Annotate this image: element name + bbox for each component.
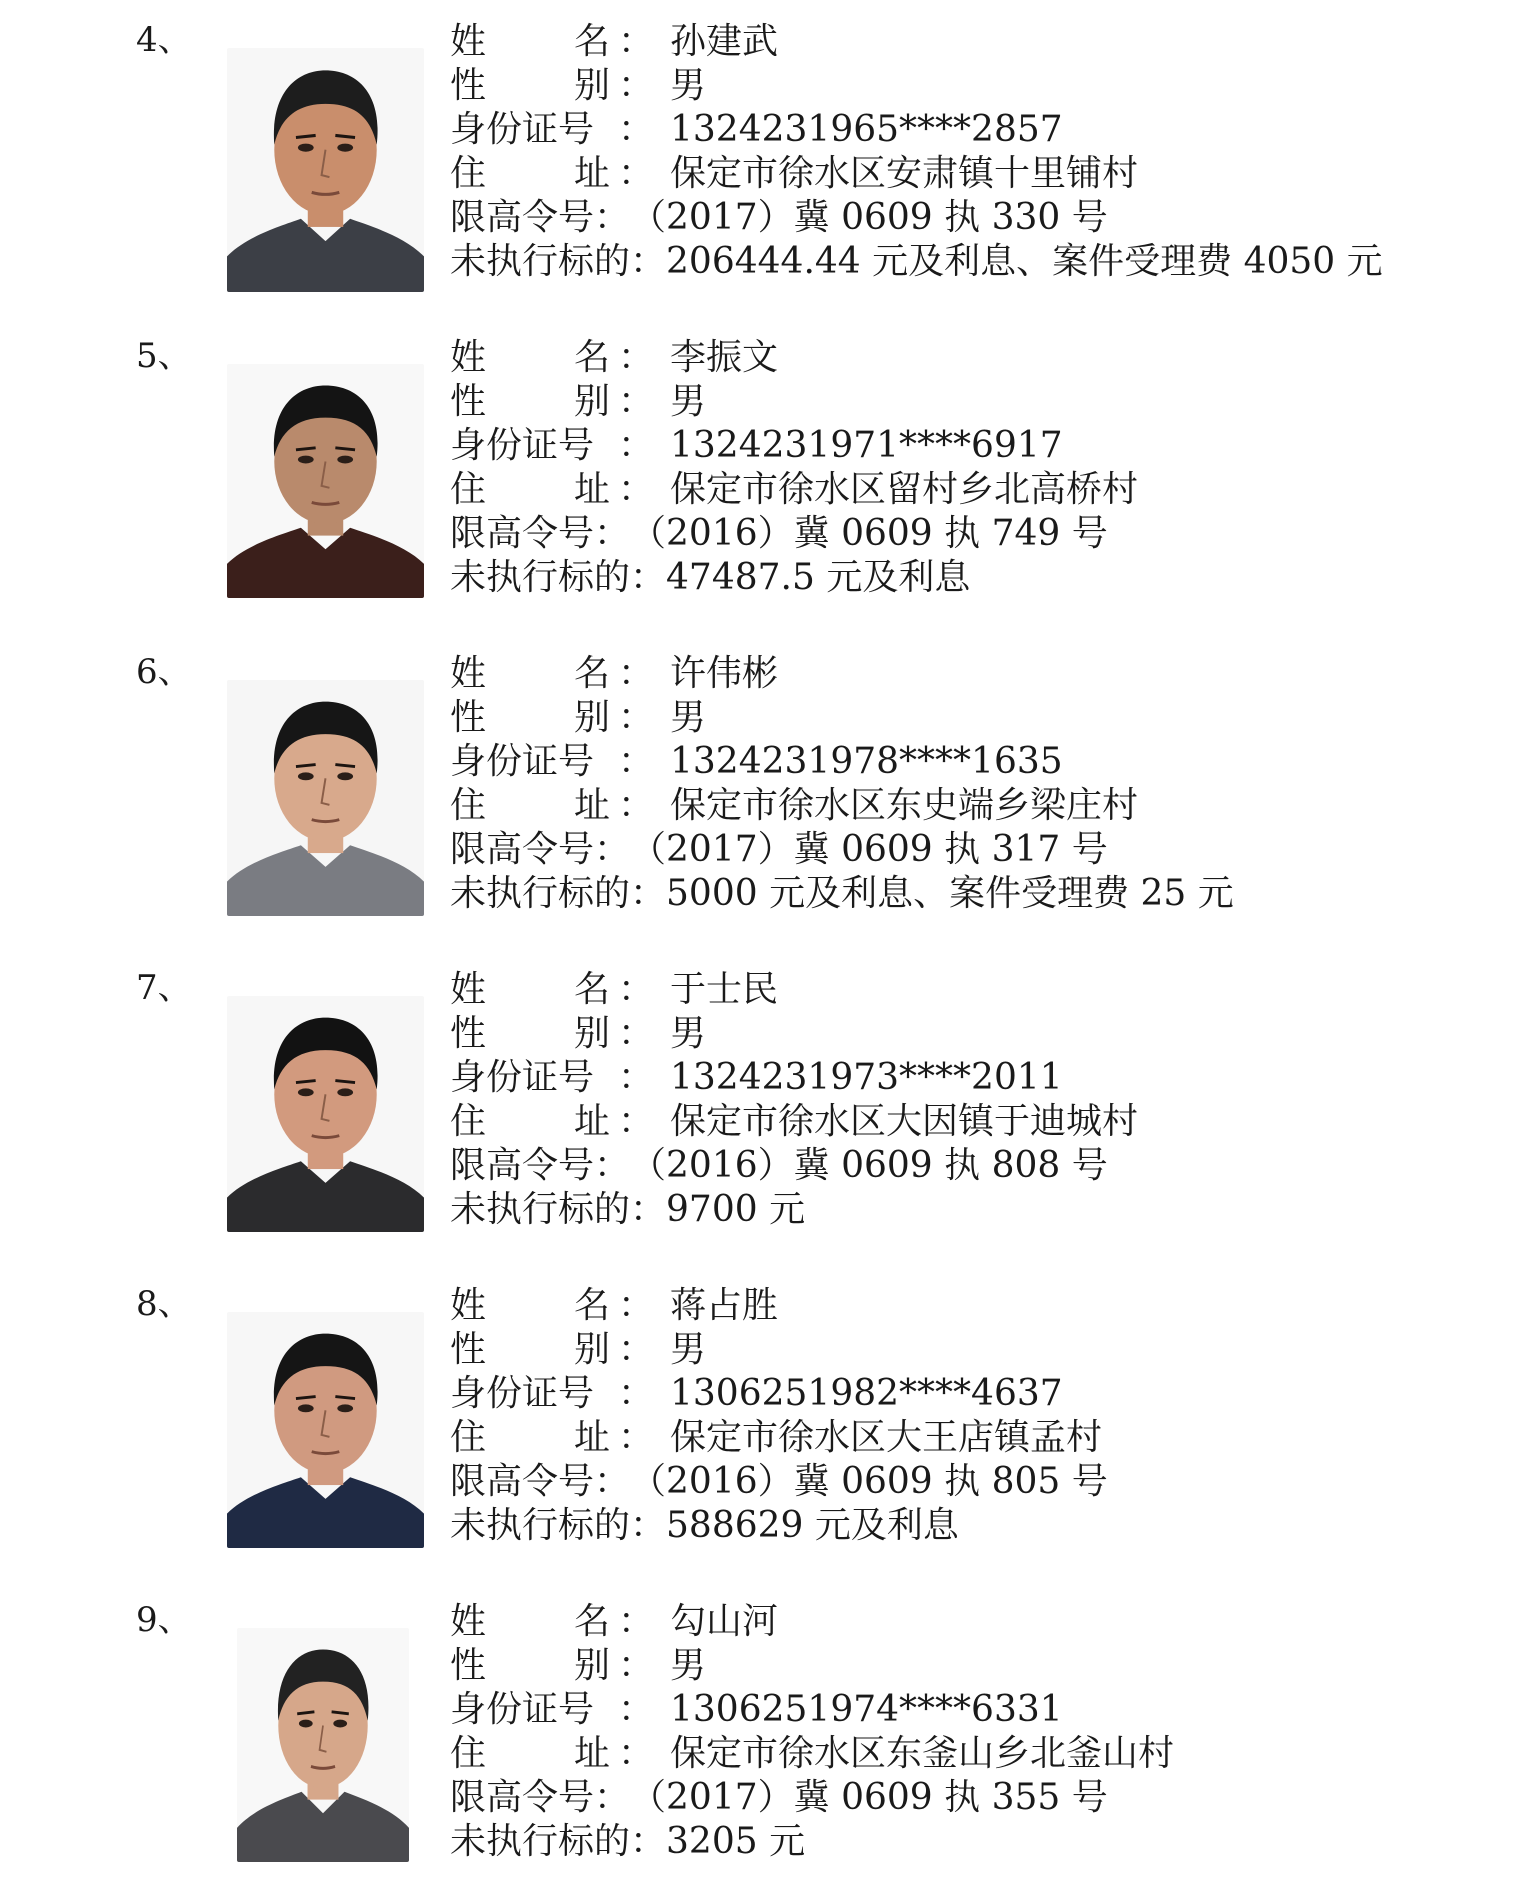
address-label: 住 址	[450, 1101, 610, 1142]
name-separator: ：	[617, 21, 654, 62]
address-row	[450, 468, 1138, 512]
order-row	[450, 512, 1138, 556]
gender-label: 性 别	[450, 1645, 610, 1686]
gender-separator: ：	[617, 65, 654, 106]
person-fields	[450, 652, 1234, 916]
gender-label: 性 别	[450, 1013, 610, 1054]
order-row	[450, 196, 1383, 240]
person-photo	[227, 364, 424, 598]
name-value: 许伟彬	[670, 653, 779, 694]
address-separator: ：	[617, 785, 654, 826]
order-value: （2016）冀 0609 执 808 号	[630, 1145, 1108, 1186]
order-row	[450, 1460, 1108, 1504]
id-value: 1306251974****6331	[670, 1689, 1063, 1730]
amount-label: 未执行标的：	[450, 1189, 667, 1230]
name-separator: ：	[617, 1285, 654, 1326]
gender-row	[450, 696, 1234, 740]
address-row	[450, 1732, 1174, 1776]
id-label: 身份证号	[450, 1057, 595, 1098]
amount-value: 47487.5 元及利息	[666, 557, 971, 598]
name-value: 李振文	[670, 337, 779, 378]
name-row	[450, 968, 1138, 1012]
id-separator: ：	[617, 1689, 654, 1730]
id-label: 身份证号	[450, 1689, 595, 1730]
address-label: 住 址	[450, 1417, 610, 1458]
person-fields	[450, 968, 1138, 1232]
id-row	[450, 1056, 1138, 1100]
amount-label: 未执行标的：	[450, 1821, 667, 1862]
gender-row	[450, 1644, 1174, 1688]
gender-separator: ：	[617, 697, 654, 738]
gender-row	[450, 1012, 1138, 1056]
address-row	[450, 1100, 1138, 1144]
person-entry	[0, 1284, 1527, 1584]
order-label: 限高令号：	[450, 1777, 631, 1818]
name-value: 孙建武	[670, 21, 779, 62]
gender-value: 男	[670, 1645, 707, 1686]
order-row	[450, 1776, 1174, 1820]
id-label: 身份证号	[450, 741, 595, 782]
gender-value: 男	[670, 65, 707, 106]
entry-number: 8、	[136, 1284, 192, 1324]
address-value: 保定市徐水区东釜山乡北釜山村	[670, 1733, 1175, 1774]
id-row	[450, 1372, 1108, 1416]
id-value: 1324231973****2011	[670, 1057, 1063, 1098]
amount-label: 未执行标的：	[450, 241, 667, 282]
person-entry	[0, 968, 1527, 1268]
name-label: 姓 名	[450, 1285, 610, 1326]
gender-separator: ：	[617, 1329, 654, 1370]
id-label: 身份证号	[450, 425, 595, 466]
id-value: 1324231971****6917	[670, 425, 1063, 466]
id-label: 身份证号	[450, 1373, 595, 1414]
order-value: （2017）冀 0609 执 355 号	[630, 1777, 1108, 1818]
address-value: 保定市徐水区安肃镇十里铺村	[670, 153, 1139, 194]
name-row	[450, 20, 1383, 64]
person-fields	[450, 20, 1383, 284]
address-value: 保定市徐水区东史端乡梁庄村	[670, 785, 1139, 826]
amount-row	[450, 556, 1138, 600]
entry-number: 5、	[136, 336, 192, 376]
gender-label: 性 别	[450, 697, 610, 738]
name-separator: ：	[617, 653, 654, 694]
amount-label: 未执行标的：	[450, 557, 667, 598]
gender-label: 性 别	[450, 381, 610, 422]
amount-label: 未执行标的：	[450, 873, 667, 914]
id-separator: ：	[617, 741, 654, 782]
gender-label: 性 别	[450, 1329, 610, 1370]
portrait-image	[227, 680, 424, 916]
name-label: 姓 名	[450, 1601, 610, 1642]
gender-value: 男	[670, 381, 707, 422]
address-separator: ：	[617, 469, 654, 510]
person-photo	[227, 996, 424, 1232]
order-row	[450, 1144, 1138, 1188]
order-row	[450, 828, 1234, 872]
name-separator: ：	[617, 337, 654, 378]
entry-number: 6、	[136, 652, 192, 692]
person-entry	[0, 20, 1527, 320]
amount-value: 588629 元及利息	[666, 1505, 959, 1546]
address-label: 住 址	[450, 153, 610, 194]
name-label: 姓 名	[450, 653, 610, 694]
person-entry	[0, 1600, 1527, 1900]
address-separator: ：	[617, 1101, 654, 1142]
person-fields	[450, 1284, 1108, 1548]
order-value: （2017）冀 0609 执 317 号	[630, 829, 1108, 870]
amount-value: 9700 元	[666, 1189, 806, 1230]
address-separator: ：	[617, 153, 654, 194]
id-value: 1306251982****4637	[670, 1373, 1063, 1414]
portrait-image	[227, 364, 424, 598]
name-value: 于士民	[670, 969, 779, 1010]
id-separator: ：	[617, 1057, 654, 1098]
address-separator: ：	[617, 1417, 654, 1458]
amount-row	[450, 1188, 1138, 1232]
gender-row	[450, 64, 1383, 108]
address-row	[450, 152, 1383, 196]
order-value: （2016）冀 0609 执 749 号	[630, 513, 1108, 554]
amount-row	[450, 1504, 1108, 1548]
id-row	[450, 1688, 1174, 1732]
name-value: 勾山河	[670, 1601, 779, 1642]
order-label: 限高令号：	[450, 829, 631, 870]
order-label: 限高令号：	[450, 513, 631, 554]
name-value: 蒋占胜	[670, 1285, 779, 1326]
order-value: （2016）冀 0609 执 805 号	[630, 1461, 1108, 1502]
name-row	[450, 336, 1138, 380]
gender-separator: ：	[617, 1013, 654, 1054]
amount-row	[450, 872, 1234, 916]
person-photo	[227, 48, 424, 292]
address-row	[450, 784, 1234, 828]
order-label: 限高令号：	[450, 197, 631, 238]
gender-value: 男	[670, 697, 707, 738]
name-label: 姓 名	[450, 21, 610, 62]
person-photo	[237, 1628, 409, 1862]
person-entry	[0, 336, 1527, 636]
id-separator: ：	[617, 425, 654, 466]
amount-row	[450, 1820, 1174, 1864]
person-photo	[227, 1312, 424, 1548]
gender-value: 男	[670, 1329, 707, 1370]
id-row	[450, 424, 1138, 468]
entry-number: 9、	[136, 1600, 192, 1640]
id-label: 身份证号	[450, 109, 595, 150]
address-value: 保定市徐水区大因镇于迪城村	[670, 1101, 1139, 1142]
entry-number: 4、	[136, 20, 192, 60]
gender-row	[450, 1328, 1108, 1372]
address-row	[450, 1416, 1108, 1460]
gender-separator: ：	[617, 381, 654, 422]
person-entry	[0, 652, 1527, 952]
name-row	[450, 1600, 1174, 1644]
id-value: 1324231965****2857	[670, 109, 1063, 150]
id-row	[450, 108, 1383, 152]
entry-number: 7、	[136, 968, 192, 1008]
name-separator: ：	[617, 969, 654, 1010]
gender-label: 性 别	[450, 65, 610, 106]
portrait-image	[227, 48, 424, 292]
name-separator: ：	[617, 1601, 654, 1642]
amount-value: 3205 元	[666, 1821, 806, 1862]
amount-value: 5000 元及利息、案件受理费 25 元	[666, 873, 1234, 914]
id-value: 1324231978****1635	[670, 741, 1063, 782]
portrait-image	[227, 1312, 424, 1548]
order-label: 限高令号：	[450, 1461, 631, 1502]
person-photo	[227, 680, 424, 916]
id-separator: ：	[617, 1373, 654, 1414]
gender-value: 男	[670, 1013, 707, 1054]
amount-value: 206444.44 元及利息、案件受理费 4050 元	[666, 241, 1383, 282]
id-row	[450, 740, 1234, 784]
id-separator: ：	[617, 109, 654, 150]
order-value: （2017）冀 0609 执 330 号	[630, 197, 1108, 238]
address-label: 住 址	[450, 785, 610, 826]
address-label: 住 址	[450, 469, 610, 510]
name-label: 姓 名	[450, 337, 610, 378]
portrait-image	[237, 1628, 409, 1862]
address-value: 保定市徐水区留村乡北高桥村	[670, 469, 1139, 510]
name-row	[450, 652, 1234, 696]
person-fields	[450, 336, 1138, 600]
amount-label: 未执行标的：	[450, 1505, 667, 1546]
person-fields	[450, 1600, 1174, 1864]
portrait-image	[227, 996, 424, 1232]
name-row	[450, 1284, 1108, 1328]
gender-row	[450, 380, 1138, 424]
address-value: 保定市徐水区大王店镇孟村	[670, 1417, 1103, 1458]
address-label: 住 址	[450, 1733, 610, 1774]
name-label: 姓 名	[450, 969, 610, 1010]
amount-row	[450, 240, 1383, 284]
order-label: 限高令号：	[450, 1145, 631, 1186]
address-separator: ：	[617, 1733, 654, 1774]
gender-separator: ：	[617, 1645, 654, 1686]
